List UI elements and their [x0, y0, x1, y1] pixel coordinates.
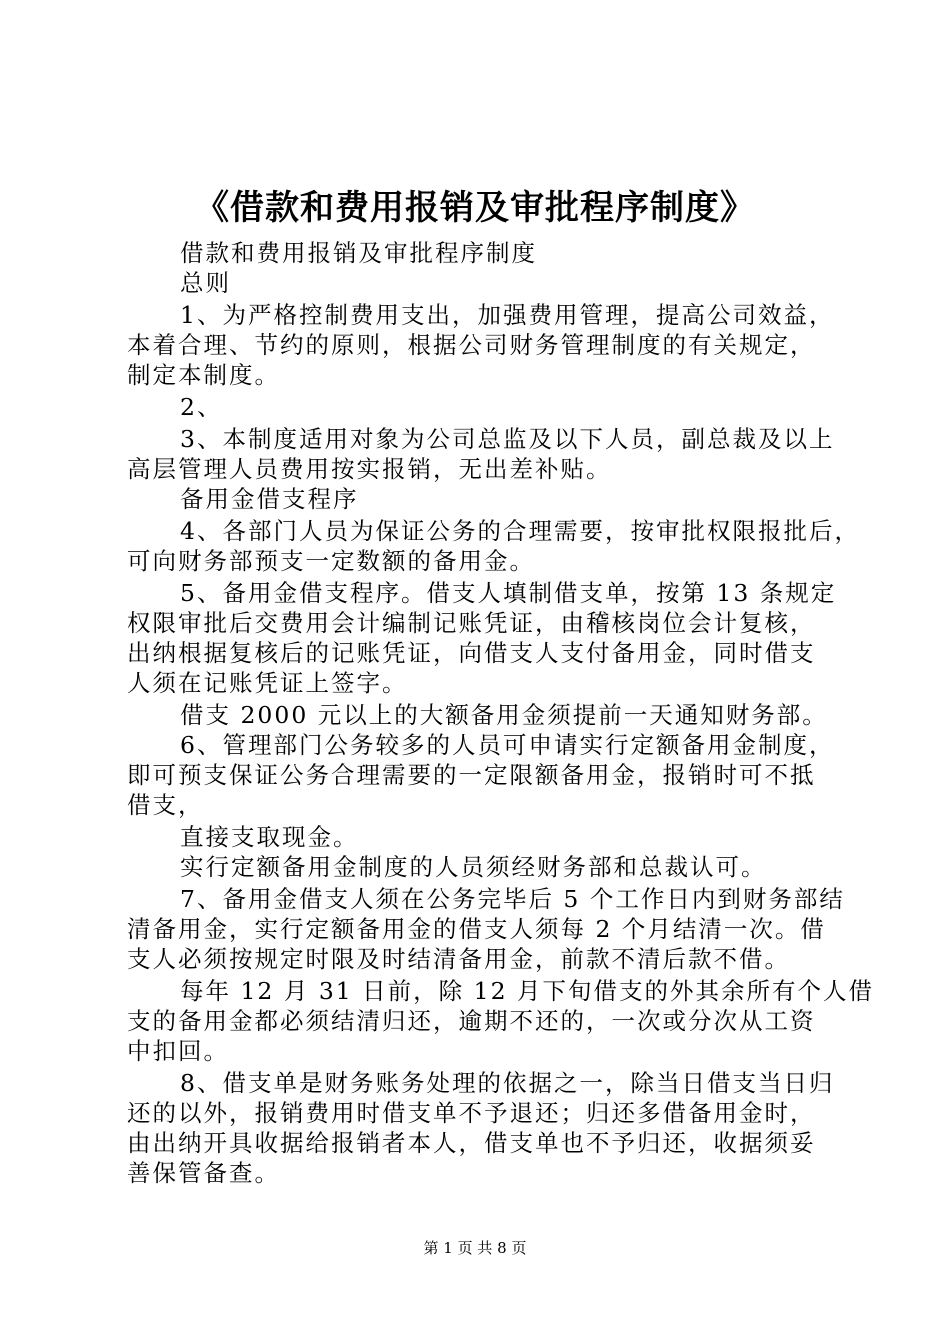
body-line: 8、借支单是财务账务处理的依据之一，除当日借支当日归 — [180, 1069, 835, 1097]
body-line: 借支， — [127, 791, 204, 819]
document-title: 《借款和费用报销及审批程序制度》 — [195, 188, 755, 228]
body-line: 借支 2000 元以上的大额备用金须提前一天通知财务部。 — [180, 701, 828, 729]
body-line: 5、备用金借支程序。借支人填制借支单，按第 13 条规定 — [180, 579, 837, 607]
body-line: 总则 — [180, 269, 231, 297]
body-line: 高层管理人员费用按实报销，无出差补贴。 — [127, 455, 612, 483]
body-line: 支的备用金都必须结清归还，逾期不还的，一次或分次从工资 — [127, 1007, 816, 1035]
body-line: 7、备用金借支人须在公务完毕后 5 个工作日内到财务部结 — [180, 885, 845, 913]
body-line: 制定本制度。 — [127, 361, 280, 389]
body-line: 3、本制度适用对象为公司总监及以下人员，副总裁及以上 — [180, 425, 835, 453]
body-line: 本着合理、节约的原则，根据公司财务管理制度的有关规定， — [127, 331, 816, 359]
page-footer: 第 1 页 共 8 页 — [423, 1239, 527, 1257]
body-line: 权限审批后交费用会计编制记账凭证，由稽核岗位会计复核， — [127, 609, 816, 637]
body-line: 4、各部门人员为保证公务的合理需要，按审批权限报批后， — [180, 517, 860, 545]
body-line: 支人必须按规定时限及时结清备用金，前款不清后款不借。 — [127, 945, 790, 973]
body-line: 即可预支保证公务合理需要的一定限额备用金，报销时可不抵 — [127, 761, 816, 789]
body-line: 实行定额备用金制度的人员须经财务部和总裁认可。 — [180, 853, 767, 881]
body-line: 6、管理部门公务较多的人员可申请实行定额备用金制度， — [180, 731, 835, 759]
body-line: 人须在记账凭证上签字。 — [127, 669, 408, 697]
body-line: 借款和费用报销及审批程序制度 — [180, 239, 537, 267]
body-line: 可向财务部预支一定数额的备用金。 — [127, 547, 535, 575]
body-line: 2、 — [180, 393, 223, 421]
body-line: 中扣回。 — [127, 1037, 229, 1065]
body-line: 1、为严格控制费用支出，加强费用管理，提高公司效益， — [180, 301, 835, 329]
body-line: 直接支取现金。 — [180, 823, 359, 851]
body-line: 清备用金，实行定额备用金的借支人须每 2 个月结清一次。借 — [127, 915, 826, 943]
body-line: 还的以外，报销费用时借支单不予退还；归还多借备用金时， — [127, 1099, 816, 1127]
body-line: 备用金借支程序 — [180, 485, 359, 513]
body-line: 每年 12 月 31 日前，除 12 月下旬借支的外其余所有个人借 — [180, 977, 875, 1005]
body-line: 善保管备查。 — [127, 1159, 280, 1187]
body-line: 出纳根据复核后的记账凭证，向借支人支付备用金，同时借支 — [127, 639, 816, 667]
body-line: 由出纳开具收据给报销者本人，借支单也不予归还，收据须妥 — [127, 1129, 816, 1157]
